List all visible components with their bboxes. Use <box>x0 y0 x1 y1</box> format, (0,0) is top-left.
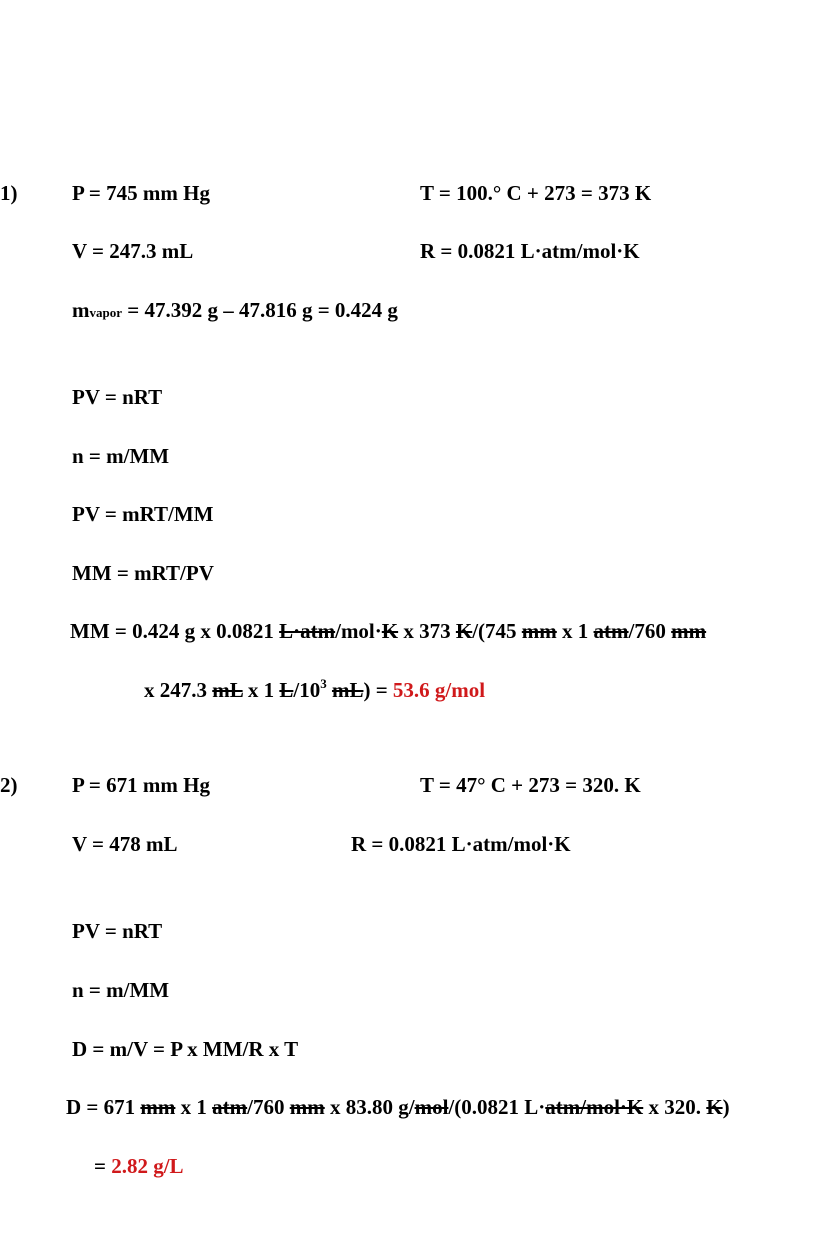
problem-1-gas-constant: R = 0.0821 L·atm/mol·K <box>420 239 640 263</box>
calculation-segment: /760 <box>247 1095 290 1119</box>
cancelled-unit: mm <box>140 1095 176 1119</box>
problem-1-number: 1) <box>0 181 18 205</box>
cancelled-unit: atm <box>212 1095 248 1119</box>
problem-2-calculation-line-1 <box>66 1097 730 1118</box>
calculation-segment: ) <box>722 1095 730 1119</box>
cancelled-unit: mol <box>414 1095 449 1119</box>
cancelled-unit: L·atm <box>279 619 336 643</box>
cancelled-unit: mm <box>521 619 557 643</box>
calculation-segment: x 1 <box>556 619 594 643</box>
problem-1-calculation-line-2: x 247.3 mL x 1 $L/10^3$ mL) = 53.6 g/mol <box>144 676 486 702</box>
problem-1-answer: 53.6 g/mol <box>392 678 486 702</box>
cancelled-unit: K <box>381 619 399 643</box>
calculation-segment: x 1 <box>175 1095 213 1119</box>
calculation-segment: x 83.80 g/ <box>324 1095 415 1119</box>
cancelled-unit: K <box>455 619 473 643</box>
problem-1-equation-molar-mass: MM = mRT/PV <box>72 561 214 585</box>
problem-1-equation-substituted: PV = mRT/MM <box>72 502 214 526</box>
cancelled-unit: K <box>706 1095 723 1119</box>
cancelled-unit: atm/mol·K <box>545 1095 644 1119</box>
problem-2-equation-density: D = m/V = P x MM/R x T <box>72 1037 299 1061</box>
cancelled-unit: mm <box>289 1095 325 1119</box>
problem-1-equation-moles: n = m/MM <box>72 444 170 468</box>
calculation-segment: /760 <box>628 619 672 643</box>
problem-2-pressure: P = 671 mm Hg <box>72 773 210 797</box>
calculation-segment: MM = 0.424 g x 0.0821 <box>70 619 280 643</box>
problem-1-temperature: T = 100.° C + 273 = 373 K <box>420 181 652 205</box>
cancelled-unit: atm <box>593 619 629 643</box>
problem-1-volume: V = 247.3 mL <box>72 239 194 263</box>
cancelled-unit: mm <box>671 619 707 643</box>
problem-1-calculation-line-1 <box>70 621 706 642</box>
problem-2-gas-constant: R = 0.0821 L·atm/mol·K <box>351 832 571 856</box>
calculation-segment: x 373 <box>398 619 456 643</box>
problem-2-volume: V = 478 mL <box>72 832 178 856</box>
problem-2-calculation-line-2: = 2.82 g/L <box>94 1154 184 1178</box>
problem-2-number: 2) <box>0 773 18 797</box>
problem-2-equation-ideal-gas: PV = nRT <box>72 919 163 943</box>
problem-1-equation-ideal-gas: PV = nRT <box>72 385 163 409</box>
calculation-segment: /mol· <box>335 619 382 643</box>
problem-2-answer: 2.82 g/L <box>111 1154 184 1178</box>
calculation-segment: /(0.0821 L· <box>448 1095 546 1119</box>
problem-2-temperature: T = 47° C + 273 = 320. K <box>420 773 641 797</box>
calculation-segment: /(745 <box>472 619 522 643</box>
problem-1-mass-vapor: mvapor = 47.392 g – 47.816 g = 0.424 g <box>72 298 398 322</box>
calculation-segment: x 320. <box>643 1095 707 1119</box>
calculation-segment: D = 671 <box>66 1095 141 1119</box>
problem-2-equation-moles: n = m/MM <box>72 978 170 1002</box>
problem-1-pressure: P = 745 mm Hg <box>72 181 210 205</box>
